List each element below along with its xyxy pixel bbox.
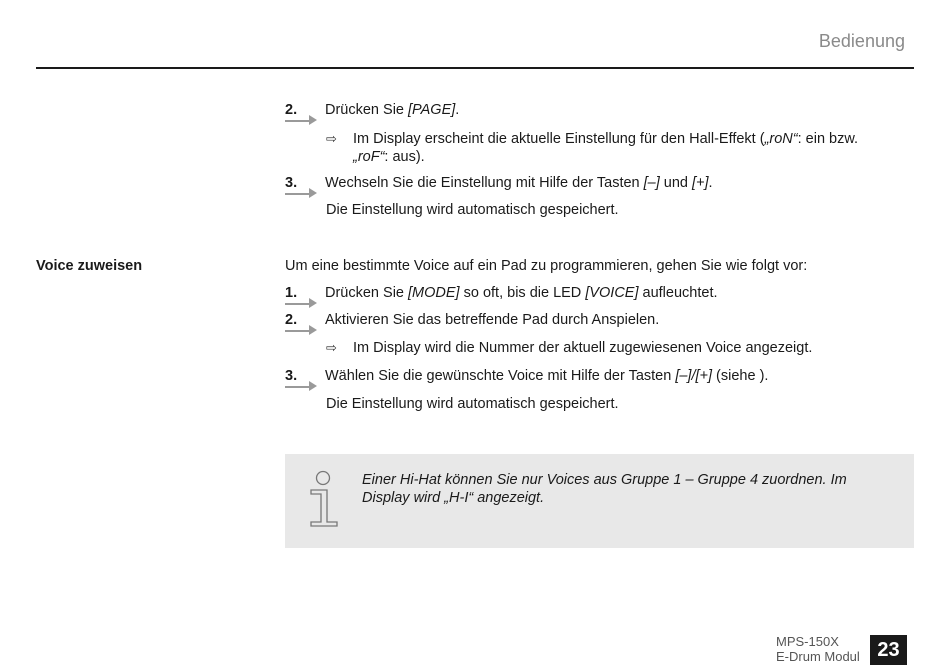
step-number: 1. (285, 285, 325, 301)
result-text: Im Display wird die Nummer der aktuell zugewiesenen Voice angezeigt. (353, 340, 813, 356)
step-text: Wechseln Sie die Einstellung mit Hilfe der Tasten [–] und [+]. (325, 175, 713, 191)
step-number: 2. (285, 102, 325, 118)
section-heading-voice: Voice zuweisen (36, 258, 143, 274)
auto-saved-text: Die Einstellung wird automatisch gespeichert. (326, 202, 619, 218)
result-hall-effect (326, 130, 886, 166)
step-text: Drücken Sie [MODE] so oft, bis die LED [VOICE] aufleuchtet. (325, 285, 718, 301)
footer-product (776, 634, 860, 664)
step-text: Wählen Sie die gewünschte Voice mit Hilfe der Tasten [–]/[+] (siehe ). (325, 368, 769, 384)
step-3-toggle (285, 175, 713, 191)
step-number: 3. (285, 368, 325, 384)
step-text: Drücken Sie [PAGE]. (325, 102, 460, 118)
step-1-mode (285, 285, 718, 301)
step-number: 2. (285, 312, 325, 328)
footer-product-name: E-Drum Modul (776, 649, 860, 664)
step-text: Aktivieren Sie das betreffende Pad durch Anspielen. (325, 312, 660, 328)
result-arrow-icon: ⇨ (326, 340, 337, 355)
footer-model-name: MPS-150X (776, 634, 839, 649)
page-number: 23 (870, 635, 907, 665)
info-note-text: Einer Hi-Hat können Sie nur Voices aus Gruppe 1 – Gruppe 4 zuordnen. Im Display wird „H-I“ angezeigt. (362, 472, 847, 506)
result-text: Im Display erscheint die aktuelle Einstellung für den Hall-Effekt („roN“: ein bzw. „roF“: aus). (353, 131, 859, 165)
step-number: 3. (285, 175, 325, 191)
step-2-page (285, 102, 459, 118)
step-2-pad (285, 312, 659, 328)
result-voice-number (326, 339, 886, 357)
info-icon (305, 470, 341, 528)
header-divider (36, 67, 914, 69)
section-intro: Um eine bestimmte Voice auf ein Pad zu programmieren, gehen Sie wie folgt vor: (285, 258, 808, 274)
page-header-title: Bedienung (818, 31, 905, 51)
auto-saved-text: Die Einstellung wird automatisch gespeichert. (326, 396, 619, 412)
result-arrow-icon: ⇨ (326, 131, 337, 146)
step-3-voice (285, 368, 768, 384)
